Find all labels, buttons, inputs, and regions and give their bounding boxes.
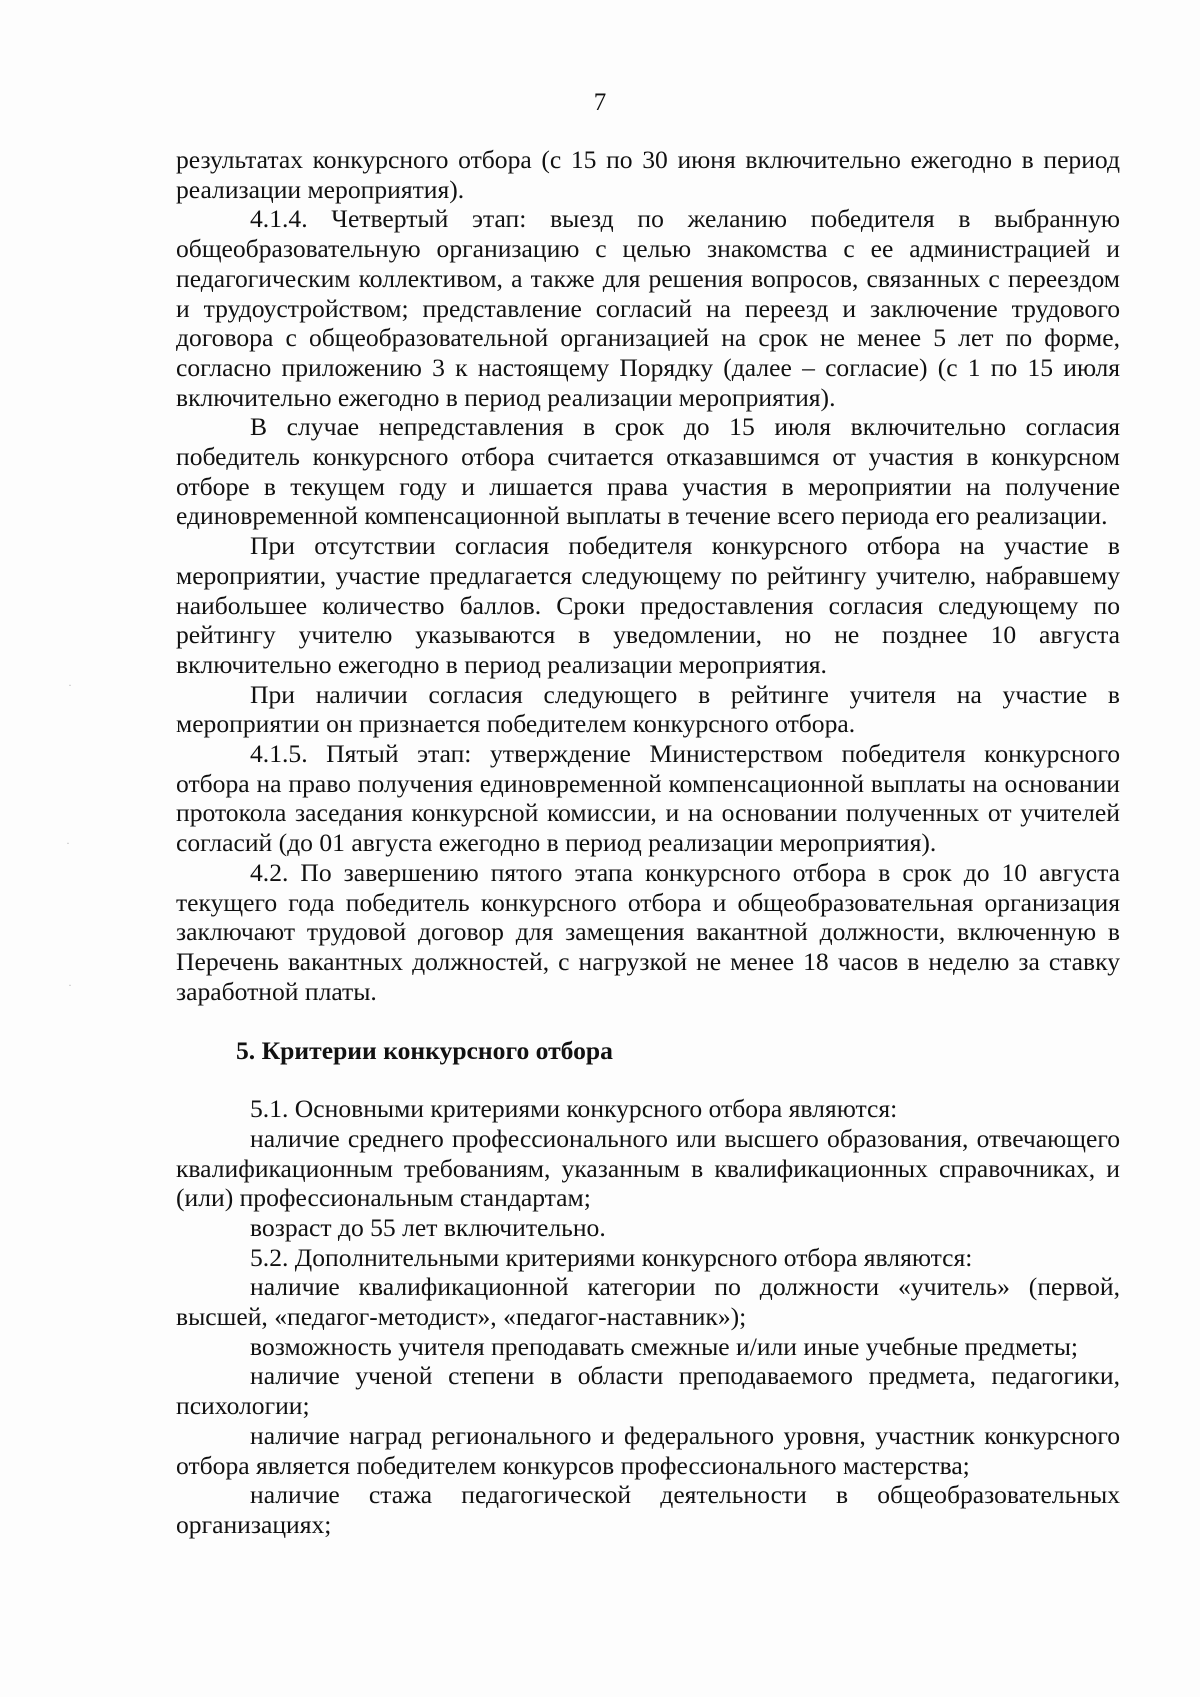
criterion-academic-degree: наличие ученой степени в области преподаваемого предмета, педагогики, психологии;: [176, 1361, 1120, 1421]
page-number: 7: [593, 89, 607, 116]
criterion-age: возраст до 55 лет включительно.: [250, 1212, 606, 1242]
paragraph-4-2: 4.2. По завершению пятого этапа конкурсного отбора в срок до 10 августа текущего года победитель конкурсного отбора и общеобразовательная организация заключают трудовой договор для замещения вакантной должности, включенную в Перечень вакантных должностей, с нагрузкой не менее 18 часов в неделю за ставку заработной платы.: [176, 857, 1120, 1006]
scan-speck: ·: [68, 978, 72, 992]
document-body: [176, 145, 1120, 1540]
paragraph-presence-of-consent: При наличии согласия следующего в рейтинге учителя на участие в мероприятии он признается победителем конкурсного отбора.: [176, 679, 1120, 739]
scan-speck: ·: [68, 678, 72, 692]
criterion-teaching-experience: наличие стажа педагогической деятельности в общеобразовательных организациях;: [176, 1480, 1120, 1539]
paragraph-absence-of-consent: При отсутствии согласия победителя конкурсного отбора на участие в мероприятии, участие предлагается следующему по рейтингу учителю, набравшему наибольшее количество баллов. Сроки предоставления согласия следующему по рейтингу учителю указываются в уведомлении, но не позднее 10 августа включительно ежегодно в период реализации мероприятия.: [176, 531, 1120, 679]
paragraph-non-submission: В случае непредставления в срок до 15 июля включительно согласия победитель конкурсного отбора считается отказавшимся от участия в конкурсном отборе в текущем году и лишается права участия в мероприятии на получение единовременной компенсационной выплаты в течение всего периода его реализации.: [176, 412, 1120, 531]
paragraph-5-2: 5.2. Дополнительными критериями конкурсного отбора являются:: [250, 1242, 973, 1272]
criterion-awards: наличие наград регионального и федерального уровня, участник конкурсного отбора является победителем конкурсов профессионального мастерства;: [176, 1420, 1120, 1480]
criterion-related-subjects: возможность учителя преподавать смежные и/или иные учебные предметы;: [250, 1331, 1079, 1361]
paragraph-4-1-5: 4.1.5. Пятый этап: утверждение Министерством победителя конкурсного отбора на право получения единовременной компенсационной выплаты на основании протокола заседания конкурсной комиссии, и на основании полученных от учителей согласий (до 01 августа ежегодно в период реализации мероприятия).: [176, 739, 1120, 858]
paragraph-results-continued: результатах конкурсного отбора (с 15 по 30 июня включительно ежегодно в период реализации мероприятия).: [176, 145, 1120, 204]
criterion-education: наличие среднего профессионального или высшего образования, отвечающего квалификационным требованиям, указанным в квалификационных справочниках, и (или) профессиональным стандартам;: [176, 1123, 1120, 1213]
paragraph-5-1: 5.1. Основными критериями конкурсного отбора являются:: [250, 1094, 898, 1124]
section-5-title: 5. Критерии конкурсного отбора: [236, 1036, 613, 1066]
criterion-qualification-category: наличие квалификационной категории по должности «учитель» (первой, высшей, «педагог-методист», «педагог-наставник»);: [176, 1272, 1120, 1332]
paragraph-4-1-4: 4.1.4. Четвертый этап: выезд по желанию победителя в выбранную общеобразовательную организацию с целью знакомства с ее администрацией и педагогическим коллективом, а также для решения вопросов, связанных с переездом и трудоустройством; представление согласий на переезд и заключение трудового договора с общеобразовательной организацией на срок не менее 5 лет по форме, согласно приложению 3 к настоящему Порядку (далее – согласие) (с 1 по 15 июля включительно ежегодно в период реализации мероприятия).: [176, 204, 1120, 412]
scan-speck: ·: [66, 836, 70, 850]
